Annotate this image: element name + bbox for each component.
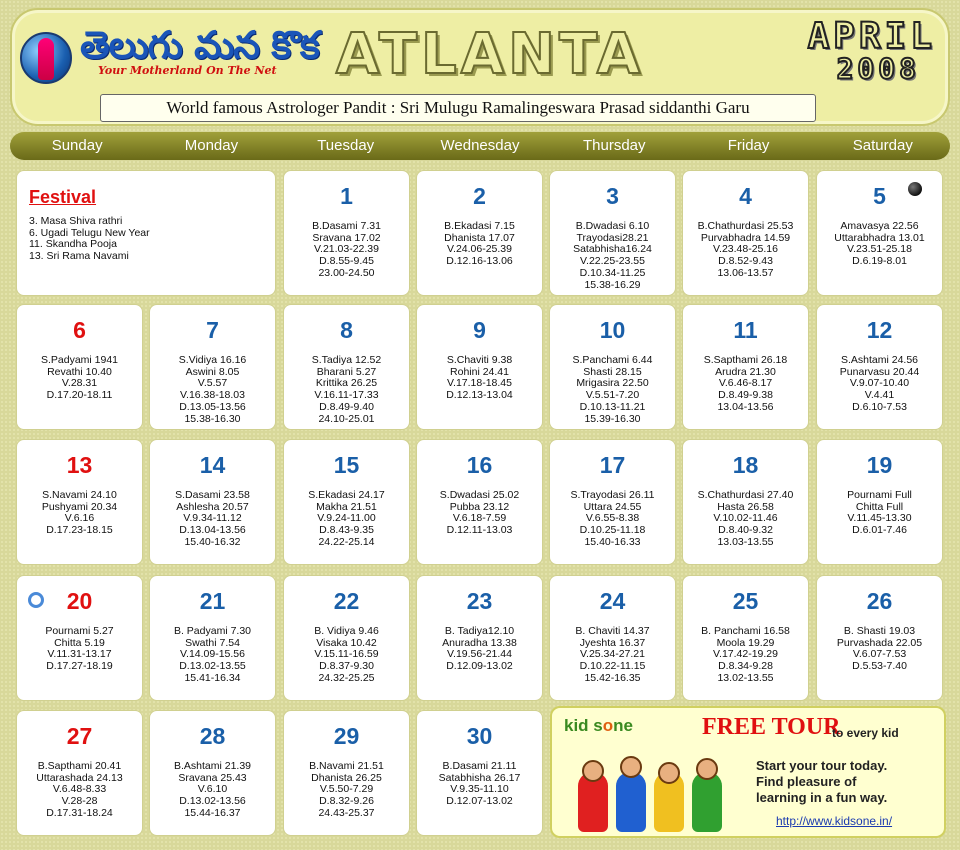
day-cell: [283, 170, 410, 296]
day-panchang-details: S.Panchami 6.44 Shasti 28.15 Mrigasira 22.50 V.5.51-7.20 D.10.13-11.21 15.39-16.30: [572, 354, 653, 425]
day-cell: [682, 575, 809, 701]
day-panchang-details: B. Shasti 19.03 Purvashada 22.05 V.6.07-7.53 D.5.53-7.40: [836, 625, 923, 673]
kidsone-advertisement[interactable]: [550, 706, 946, 838]
day-panchang-details: S.Chathurdasi 27.40 Hasta 26.58 V.10.02-11.46 D.8.40-9.32 13.03-13.55: [697, 489, 794, 548]
logo-figure-icon: [38, 38, 54, 80]
day-cell: [16, 710, 143, 836]
day-number: 9: [473, 317, 486, 343]
month-title: APRIL: [807, 16, 936, 57]
day-panchang-details: Amavasya 22.56 Uttarabhadra 13.01 V.23.51-25.18 D.6.19-8.01: [834, 220, 925, 268]
day-number: 25: [732, 588, 759, 614]
day-cell: [416, 304, 543, 430]
day-number: 24: [599, 588, 626, 614]
day-cell: [149, 304, 276, 430]
day-number: 22: [333, 588, 360, 614]
day-number: 7: [206, 317, 219, 343]
day-cell: [416, 170, 543, 296]
festival-item: 3. Masa Shiva rathri: [29, 215, 123, 227]
day-number: 5: [873, 183, 886, 209]
day-number: 15: [333, 452, 360, 478]
festival-list: [29, 216, 263, 262]
day-number: 11: [733, 317, 758, 343]
day-panchang-details: S.Tadiya 12.52 Bharani 5.27 Krittika 26.25 V.16.11-17.33 D.8.49-9.40 24.10-25.01: [311, 354, 382, 425]
day-panchang-details: S.Dasami 23.58 Ashlesha 20.57 V.9.34-11.12 D.13.04-13.56 15.40-16.32: [175, 489, 250, 548]
day-panchang-details: B.Dasami 21.11 Satabhisha 26.17 V.9.35-11.10 D.12.07-13.02: [438, 760, 521, 808]
day-number: 10: [599, 317, 626, 343]
day-cell: [283, 575, 410, 701]
day-cell: [816, 304, 943, 430]
day-cell: [549, 304, 676, 430]
new-moon-icon: [908, 182, 922, 196]
day-cell: [149, 575, 276, 701]
day-cell: [283, 439, 410, 565]
day-cell: [682, 170, 809, 296]
day-panchang-details: S.Vidiya 16.16 Aswini 8.05 V.5.57 V.16.38-18.03 D.13.05-13.56 15.38-16.30: [178, 354, 247, 425]
astrologer-banner: World famous Astrologer Pandit : Sri Mulugu Ramalingeswara Prasad siddanthi Garu: [100, 94, 816, 122]
day-cell: [816, 575, 943, 701]
day-panchang-details: B. Chaviti 14.37 Jyeshta 16.37 V.25.34-27.21 D.10.22-11.15 15.42-16.35: [575, 625, 650, 684]
day-panchang-details: S.Ashtami 24.56 Punarvasu 20.44 V.9.07-10.40 V.4.41 D.6.10-7.53: [839, 354, 920, 413]
day-panchang-details: S.Ekadasi 24.17 Makha 21.51 V.9.24-11.00 D.8.43-9.35 24.22-25.14: [308, 489, 385, 548]
day-panchang-details: B.Dasami 7.31 Sravana 17.02 V.21.03-22.39 D.8.55-9.45 23.00-24.50: [312, 220, 381, 279]
day-cell: [549, 170, 676, 296]
free-tour-heading: FREE TOUR: [702, 714, 841, 740]
day-cell: [416, 439, 543, 565]
day-panchang-details: B. Tadiya12.10 Anuradha 13.38 V.19.56-21.44 D.12.09-13.02: [442, 625, 517, 673]
free-tour-subheading: to every kid: [832, 726, 899, 740]
ad-text-line: learning in a fun way.: [756, 790, 888, 805]
day-number: 13: [66, 452, 93, 478]
day-cell: [16, 304, 143, 430]
day-cell: [816, 170, 943, 296]
day-number: 2: [473, 183, 486, 209]
day-panchang-details: B.Dwadasi 6.10 Trayodasi28.21 Satabhisha16.24 V.22.25-23.55 D.10.34-11.25 15.38-16.29: [573, 220, 652, 291]
day-panchang-details: B.Chathurdasi 25.53 Purvabhadra 14.59 V.23.48-25.16 D.8.52-9.43 13.06-13.57: [697, 220, 794, 279]
day-panchang-details: S.Trayodasi 26.11 Uttara 24.55 V.6.55-8.38 D.10.25-11.18 15.40-16.33: [570, 489, 655, 548]
day-number: 14: [199, 452, 226, 478]
festival-item: 11. Skandha Pooja: [29, 238, 117, 250]
day-number: 27: [66, 723, 93, 749]
weekday-saturday: Saturday: [852, 137, 913, 154]
day-cell: [16, 439, 143, 565]
day-panchang-details: S.Chaviti 9.38 Rohini 24.41 V.17.18-18.45 D.12.13-13.04: [446, 354, 513, 402]
day-panchang-details: B.Sapthami 20.41 Uttarashada 24.13 V.6.48-8.33 V.28-28 D.17.31-18.24: [36, 760, 123, 819]
festival-item: 13. Sri Rama Navami: [29, 249, 129, 262]
day-number: 3: [606, 183, 619, 209]
day-cell: [816, 439, 943, 565]
day-panchang-details: S.Navami 24.10 Pushyami 20.34 V.6.16 D.17.23-18.15: [41, 489, 118, 537]
day-panchang-details: Pournami 5.27 Chitta 5.19 V.11.31-13.17 D.17.27-18.19: [45, 625, 114, 673]
ad-text-line: Find pleasure of: [756, 774, 857, 789]
day-number: 19: [866, 452, 893, 478]
weekday-friday: Friday: [727, 137, 770, 154]
day-number: 21: [199, 588, 226, 614]
day-number: 8: [340, 317, 353, 343]
day-number: 30: [466, 723, 493, 749]
festival-box: [16, 170, 276, 296]
day-cell: [549, 575, 676, 701]
day-cell: [416, 575, 543, 701]
day-panchang-details: S.Sapthami 26.18 Arudra 21.30 V.6.46-8.17 D.8.49-9.38 13.04-13.56: [703, 354, 788, 413]
year-title: 2008: [836, 52, 920, 85]
day-panchang-details: B. Vidiya 9.46 Visaka 10.42 V.15.11-16.59 D.8.37-9.30 24.32-25.25: [314, 625, 379, 684]
day-number: 16: [466, 452, 493, 478]
weekday-tuesday: Tuesday: [317, 137, 375, 154]
day-number: 23: [466, 588, 493, 614]
site-logo-text[interactable]: తెలుగు మన కొక: [80, 22, 319, 67]
day-number: 29: [333, 723, 360, 749]
day-cell: [416, 710, 543, 836]
day-number: 6: [73, 317, 86, 343]
kids-illustration: [570, 754, 740, 832]
festival-item: 6. Ugadi Telugu New Year: [29, 226, 150, 239]
day-number: 26: [866, 588, 893, 614]
day-panchang-details: B.Ekadasi 7.15 Dhanista 17.07 V.24.06-25.39 D.12.16-13.06: [444, 220, 515, 268]
kidsone-logo: kid sone: [564, 716, 633, 735]
festival-title: Festival: [29, 187, 97, 207]
day-number: 4: [739, 183, 752, 209]
day-panchang-details: Pournami Full Chitta Full V.11.45-13.30 D.6.01-7.46: [847, 489, 912, 537]
kidsone-link[interactable]: http://www.kidsone.in/: [776, 814, 893, 828]
day-cell: [283, 710, 410, 836]
day-panchang-details: B.Navami 21.51 Dhanista 26.25 V.5.50-7.29 D.8.32-9.26 24.43-25.37: [309, 760, 384, 819]
day-panchang-details: B. Panchami 16.58 Moola 19.29 V.17.42-19.29 D.8.34-9.28 13.02-13.55: [701, 625, 790, 684]
day-panchang-details: B. Padyami 7.30 Swathi 7.54 V.14.09-15.56 D.13.02-13.55 15.41-16.34: [173, 625, 252, 684]
weekday-monday: Monday: [184, 137, 239, 154]
day-cell: [149, 439, 276, 565]
ad-text-line: Start your tour today.: [756, 758, 888, 773]
weekday-sunday: Sunday: [51, 137, 103, 154]
day-cell: [283, 304, 410, 430]
day-panchang-details: S.Padyami 1941 Revathi 10.40 V.28.31 D.17.20-18.11: [40, 354, 119, 402]
weekday-wednesday: Wednesday: [440, 137, 520, 154]
full-moon-icon: [28, 592, 44, 608]
site-tagline: Your Motherland On The Net: [98, 64, 277, 77]
day-number: 1: [340, 183, 353, 209]
weekday-thursday: Thursday: [583, 137, 646, 154]
day-number: 12: [866, 317, 893, 343]
day-number: 28: [199, 723, 226, 749]
day-cell: [549, 439, 676, 565]
day-panchang-details: S.Dwadasi 25.02 Pubba 23.12 V.6.18-7.59 D.12.11-13.03: [439, 489, 520, 537]
day-cell: [682, 439, 809, 565]
day-panchang-details: B.Ashtami 21.39 Sravana 25.43 V.6.10 D.13.02-13.56 15.44-16.37: [173, 760, 252, 819]
day-number: 18: [732, 452, 759, 478]
day-cell: [682, 304, 809, 430]
day-number: 20: [66, 588, 93, 614]
city-title: ATLANTA: [335, 22, 645, 87]
day-cell: [149, 710, 276, 836]
day-number: 17: [599, 452, 626, 478]
weekday-header-bar: [10, 132, 950, 160]
